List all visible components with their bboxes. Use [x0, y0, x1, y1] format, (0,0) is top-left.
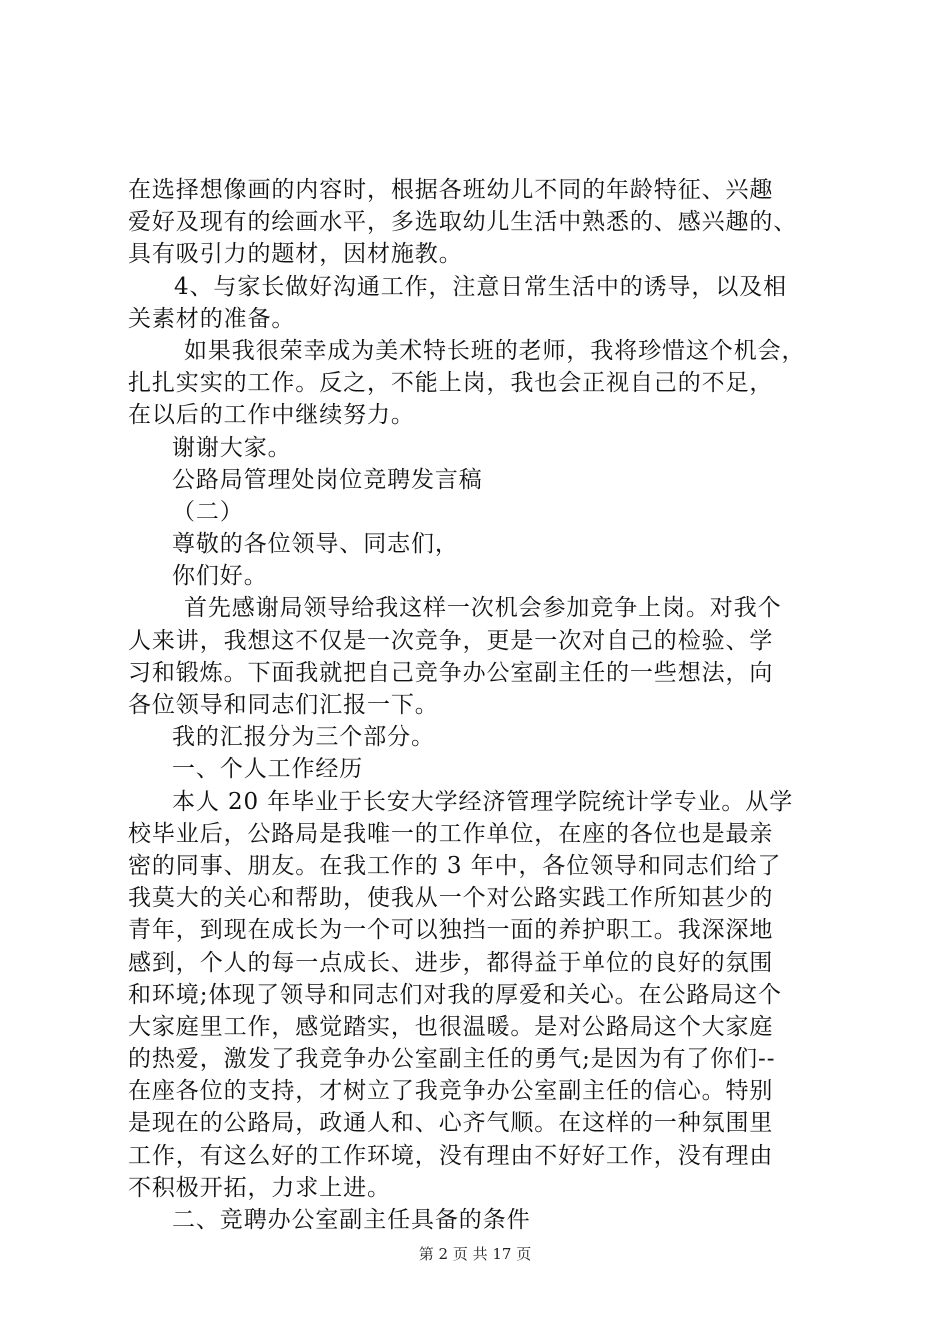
text-line: 密的同事、朋友。在我工作的 3 年中，各位领导和同志们给了 — [128, 852, 782, 879]
text-line: 在选择想像画的内容时，根据各班幼儿不同的年龄特征、兴趣 — [128, 177, 774, 203]
text-line: 你们好。 — [172, 563, 268, 590]
document-body — [128, 174, 848, 1236]
text-line: 和环境;体现了领导和同志们对我的厚爱和关心。在公路局这个 — [128, 981, 782, 1008]
text-line: 扎扎实实的工作。反之，不能上岗，我也会正视自己的不足， — [128, 370, 774, 397]
text-line: 人来讲，我想这不仅是一次竞争，更是一次对自己的检验、学 — [128, 627, 774, 654]
page-number-footer: 第 2 页 共 17 页 — [418, 1245, 532, 1263]
section-heading: 一、个人工作经历 — [172, 756, 364, 783]
text-line: 首先感谢局领导给我这样一次机会参加竞争上岗。对我个 — [184, 595, 782, 622]
text-line: 本人 20 年毕业于长安大学经济管理学院统计学专业。从学 — [172, 788, 794, 815]
text-line: 4、与家长做好沟通工作，注意日常生活中的诱导，以及相 — [174, 273, 788, 300]
section-number: （二） — [172, 498, 244, 525]
text-line: 的热爱，激发了我竞争办公室副主任的勇气;是因为有了你们-- — [128, 1046, 776, 1073]
text-line: 青年，到现在成长为一个可以独挡一面的养护职工。我深深地 — [128, 917, 774, 944]
text-line: 大家庭里工作，感觉踏实，也很温暖。是对公路局这个大家庭 — [128, 1013, 774, 1040]
text-line: 我的汇报分为三个部分。 — [172, 724, 435, 751]
text-line: 感到，个人的每一点成长、进步，都得益于单位的良好的氛围 — [128, 949, 774, 976]
document-title: 公路局管理处岗位竞聘发言稿 — [172, 466, 483, 493]
text-line: 是现在的公路局，政通人和、心齐气顺。在这样的一种氛围里 — [128, 1110, 774, 1137]
text-line: 具有吸引力的题材，因材施教。 — [128, 241, 463, 268]
text-line: 工作，有这么好的工作环境，没有理由不好好工作，没有理由 — [128, 1142, 774, 1169]
text-line: 习和锻炼。下面我就把自己竞争办公室副主任的一些想法，向 — [128, 659, 774, 686]
text-line: 爱好及现有的绘画水平，多选取幼儿生活中熟悉的、感兴趣的、 — [128, 209, 798, 236]
text-line: 不积极开拓，力求上进。 — [128, 1174, 391, 1201]
section-heading: 二、竞聘办公室副主任具备的条件 — [172, 1207, 531, 1233]
text-line: 尊敬的各位领导、同志们， — [172, 531, 459, 558]
text-line: 在座各位的支持，才树立了我竞争办公室副主任的信心。特别 — [128, 1078, 774, 1105]
text-line: 我莫大的关心和帮助，使我从一个对公路实践工作所知甚少的 — [128, 885, 774, 912]
text-line: 各位领导和同志们汇报一下。 — [128, 692, 439, 718]
text-line: 关素材的准备。 — [128, 305, 296, 332]
text-line: 在以后的工作中继续努力。 — [128, 402, 415, 429]
text-line: 校毕业后，公路局是我唯一的工作单位，在座的各位也是最亲 — [128, 820, 774, 847]
text-line: 谢谢大家。 — [172, 434, 292, 461]
text-line: 如果我很荣幸成为美术特长班的老师，我将珍惜这个机会， — [184, 337, 806, 364]
